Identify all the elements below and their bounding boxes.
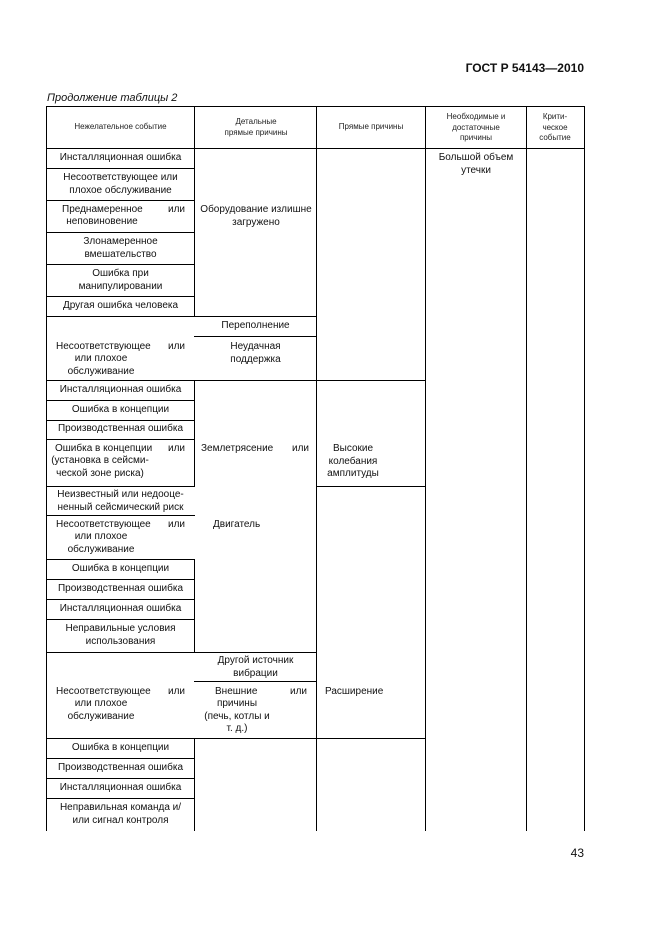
row-line [46,778,195,779]
cell-event: Инсталляционная ошибка [59,782,182,793]
row-line [46,380,195,381]
header-undesired-event: Нежелательное событие [74,122,167,131]
cell-event: Ошибка в концепции [71,742,170,753]
col-border-1-2 [194,106,195,148]
row-line [46,738,195,739]
row-line [46,515,195,516]
cell-event: Ошибка в концепции [71,404,170,415]
row-line [46,798,195,799]
header-detailed-direct-causes: Детальные прямые причины [224,117,288,137]
col-border-left [46,106,47,831]
row-line [46,264,195,265]
cell-event-or: или [167,443,185,454]
cell-event: Ошибка в концепции [71,563,170,574]
row-line [46,758,195,759]
cell-event: Преднамеренное [62,204,143,215]
cell-event: Инсталляционная ошибка [59,384,182,395]
cell-event: Несоответствующее или плохое обслуживание [63,172,178,196]
row-line [46,200,195,201]
cell-detailed-cause-or: или [291,443,309,454]
cell-event: Инсталляционная ошибка [59,152,182,163]
cell-detailed-cause: Двигатель [213,519,261,530]
cell-detailed-cause: Землетрясение [201,443,274,454]
cell-event: Неправильная команда и/или сигнал контроля [59,802,182,826]
cell-event: или плохое обслуживание [67,531,135,555]
row-line [46,232,195,233]
row-line [46,439,195,440]
cell-event: Неправильные условия использования [65,623,176,647]
col1-box-border [194,559,195,652]
cell-detailed-cause: Внешние [215,686,258,697]
header-necessary-sufficient-causes: Необходимые и достаточные причины [446,112,506,142]
cell-detailed-cause: Переполнение [221,320,290,331]
header-direct-causes: Прямые причины [338,122,404,131]
cell-direct-cause: Расширение [325,686,384,697]
cell-event: (установка в сейсми- ческой зоне риска) [51,455,149,479]
cell-event: или плохое обслуживание [67,353,135,377]
col-border-3-4 [425,106,426,831]
col1-box-border [194,738,195,831]
cell-event: Производственная ошибка [57,762,184,773]
col-border-4-5 [526,106,527,831]
row-line [46,599,195,600]
cell-event-or: или [167,204,185,215]
col1-box-border [194,380,195,486]
row-line [46,400,195,401]
page-number: 43 [570,846,584,860]
col3-line [316,486,426,487]
row-line [46,619,195,620]
cell-event: или плохое обслуживание [67,698,135,722]
cell-event: Злонамеренное вмешательство [83,236,158,260]
row-line [46,486,195,487]
cell-detailed-cause: Оборудование излишне загружено [200,204,312,228]
row-line [46,168,195,169]
cell-detailed-cause: причины (печь, котлы и т. д.) [204,698,270,734]
row-line [46,579,195,580]
cell-event: Ошибка в концепции [55,443,153,454]
cell-event: Производственная ошибка [57,583,184,594]
col2-line [194,652,317,653]
row-line [46,420,195,421]
cell-direct-cause: Высокие колебания амплитуды [327,443,379,479]
col2-line [194,380,317,381]
cell-event: Несоответствующее [56,686,151,697]
col3-line [316,738,426,739]
row-line [46,652,195,653]
cell-event: Неизвестный или недооце- ненный сейсмический риск [57,489,184,513]
cell-event: неповиновение [66,216,138,227]
cell-event: Производственная ошибка [57,423,184,434]
row-line [46,296,195,297]
cell-event: Несоответствующее [56,341,151,352]
col2-line [194,681,317,682]
cell-event-or: или [167,686,185,697]
cell-event: Несоответствующее [56,519,151,530]
table-caption: Продолжение таблицы 2 [47,92,178,104]
col-border-right [584,106,585,831]
header-critical-event: Крити- ческое событие [539,112,571,142]
cell-detailed-cause: Другой источник вибрации [217,655,294,679]
col2-line [194,336,317,337]
cell-detailed-cause: Неудачная поддержка [230,341,281,365]
col2-line [194,738,317,739]
cell-necessary-cause: Большой объем утечки [438,152,514,176]
cell-event-or: или [167,519,185,530]
row-line [46,559,195,560]
row-line [46,316,195,317]
cell-detailed-cause-or: или [289,686,307,697]
col2-line [194,316,317,317]
cell-event: Ошибка при манипулировании [78,268,163,292]
standard-code: ГОСТ Р 54143—2010 [465,61,584,75]
cell-event: Другая ошибка человека [62,300,179,311]
col-border-2-3 [316,106,317,831]
cell-event: Инсталляционная ошибка [59,603,182,614]
col3-line [316,380,426,381]
cell-event-or: или [167,341,185,352]
